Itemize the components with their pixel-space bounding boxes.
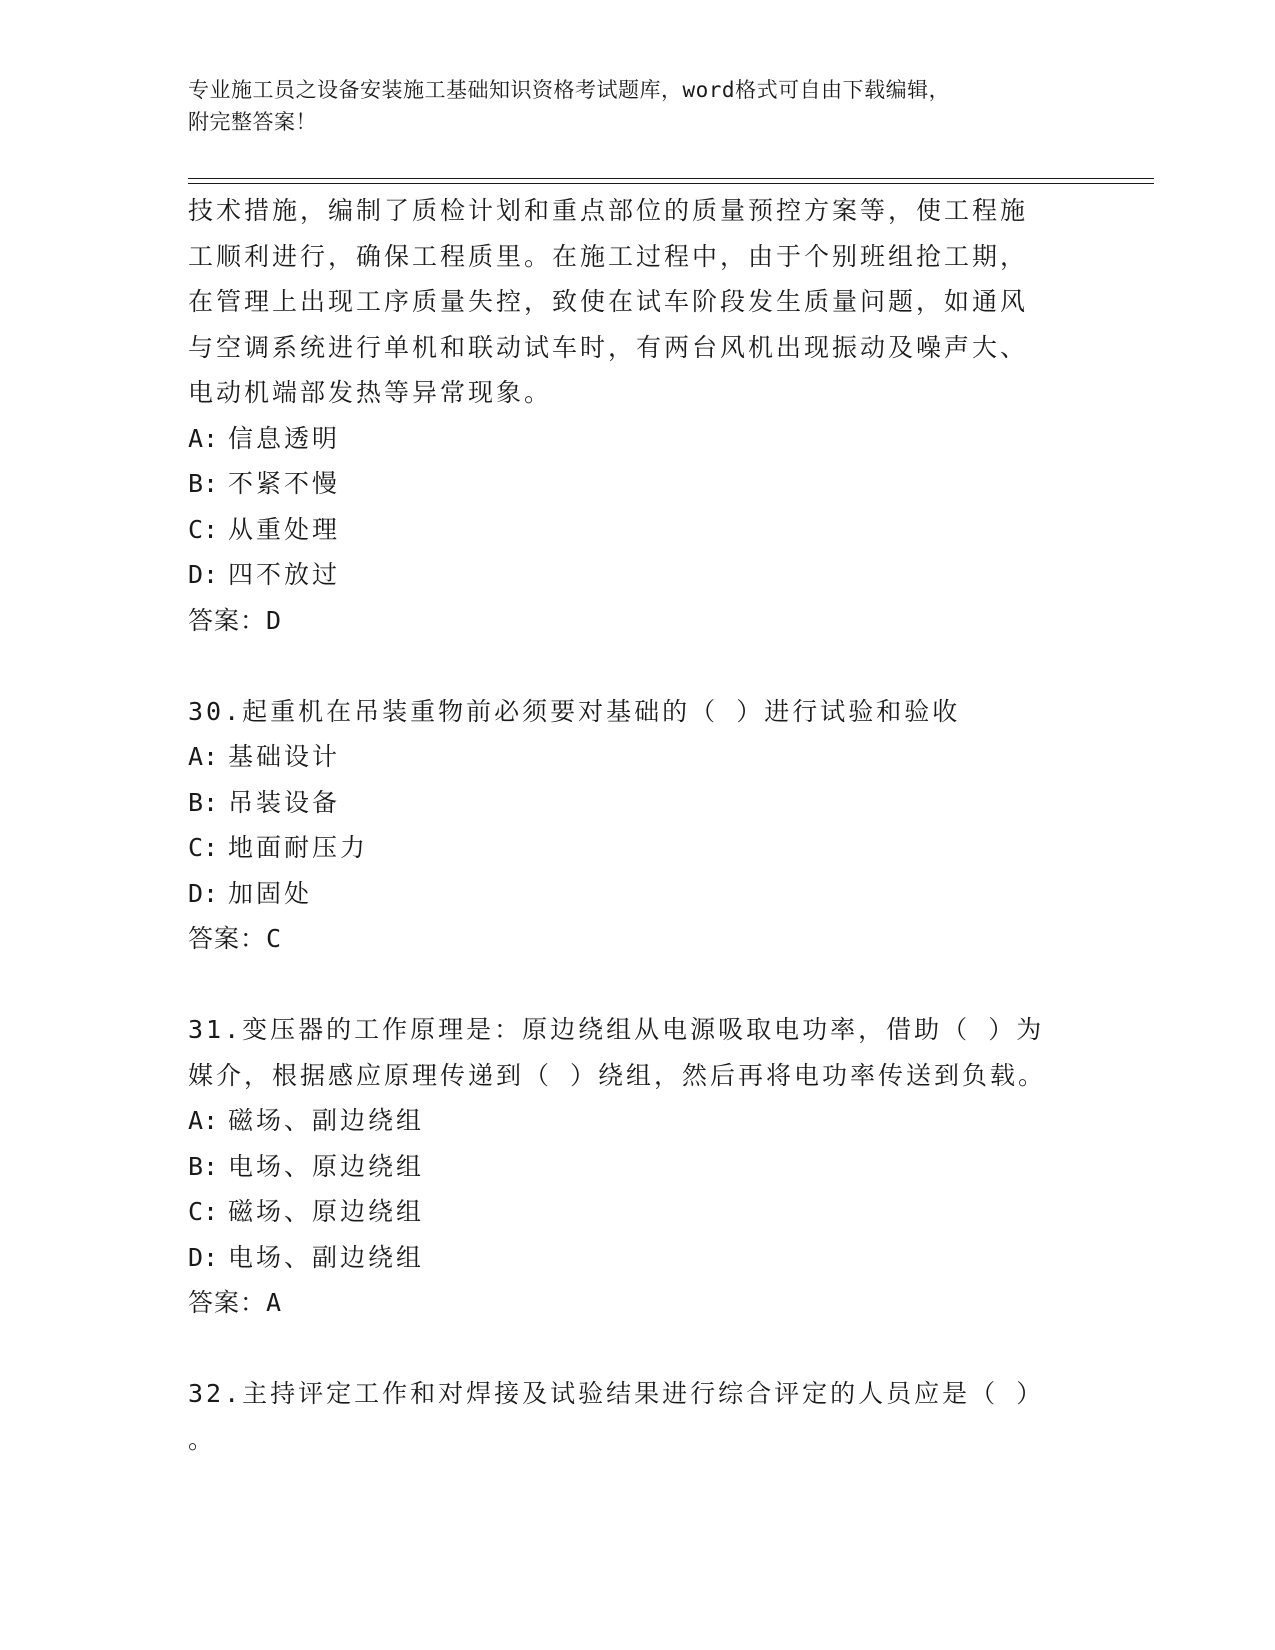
header-divider-top [188, 178, 1154, 179]
option-c: C: 地面耐压力 [188, 833, 369, 862]
question-block-31 [188, 1007, 1088, 1326]
answer-label: 答案：C [188, 924, 283, 953]
spacer [188, 1326, 1088, 1372]
option-b: B: 吊装设备 [188, 787, 341, 817]
question-text-line: 媒介，根据感应原理传递到（ ）绕组，然后再将电功率传送到负载。 [188, 1060, 1047, 1090]
option-a: A: 基础设计 [188, 742, 341, 771]
question-block-30 [188, 689, 1088, 962]
question-text-line: 31.变压器的工作原理是：原边绕组从电源吸取电功率，借助（ ）为 [188, 1015, 1045, 1044]
document-body [188, 188, 1088, 1462]
answer-label: 答案：A [188, 1288, 283, 1317]
question-block-29 [188, 188, 1088, 643]
spacer [188, 643, 1088, 689]
header-line-1: 专业施工员之设备安装施工基础知识资格考试题库，word格式可自由下载编辑， [188, 78, 951, 102]
answer-label: 答案：D [188, 605, 283, 635]
option-a: A: 信息透明 [188, 423, 341, 453]
question-text-line: 技术措施，编制了质检计划和重点部位的质量预控方案等，使工程施 [188, 196, 1029, 225]
option-c: C: 磁场、原边绕组 [188, 1197, 425, 1226]
spacer [188, 962, 1088, 1008]
option-b: B: 电场、原边绕组 [188, 1151, 425, 1181]
option-a: A: 磁场、副边绕组 [188, 1106, 425, 1135]
question-text-line: 电动机端部发热等异常现象。 [188, 378, 553, 407]
question-text-line: 30.起重机在吊装重物前必须要对基础的（ ）进行试验和验收 [188, 696, 961, 726]
option-b: B: 不紧不慢 [188, 469, 341, 498]
header-line-2: 附完整答案！ [188, 110, 317, 134]
option-c: C: 从重处理 [188, 514, 341, 544]
question-text-line: 在管理上出现工序质量失控，致使在试车阶段发生质量问题，如通风 [188, 287, 1029, 316]
question-block-32 [188, 1371, 1088, 1462]
option-d: D: 四不放过 [188, 560, 341, 589]
document-header [188, 74, 1068, 138]
header-divider-bottom [188, 183, 1154, 184]
option-d: D: 电场、副边绕组 [188, 1242, 425, 1272]
option-d: D: 加固处 [188, 878, 313, 908]
question-text-line: 工顺利进行，确保工程质里。在施工过程中，由于个别班组抢工期， [188, 241, 1029, 271]
question-text-line: 。 [188, 1424, 217, 1454]
question-text-line: 与空调系统进行单机和联动试车时，有两台风机出现振动及噪声大、 [188, 332, 1029, 362]
question-text-line: 32.主持评定工作和对焊接及试验结果进行综合评定的人员应是（ ） [188, 1379, 1045, 1408]
